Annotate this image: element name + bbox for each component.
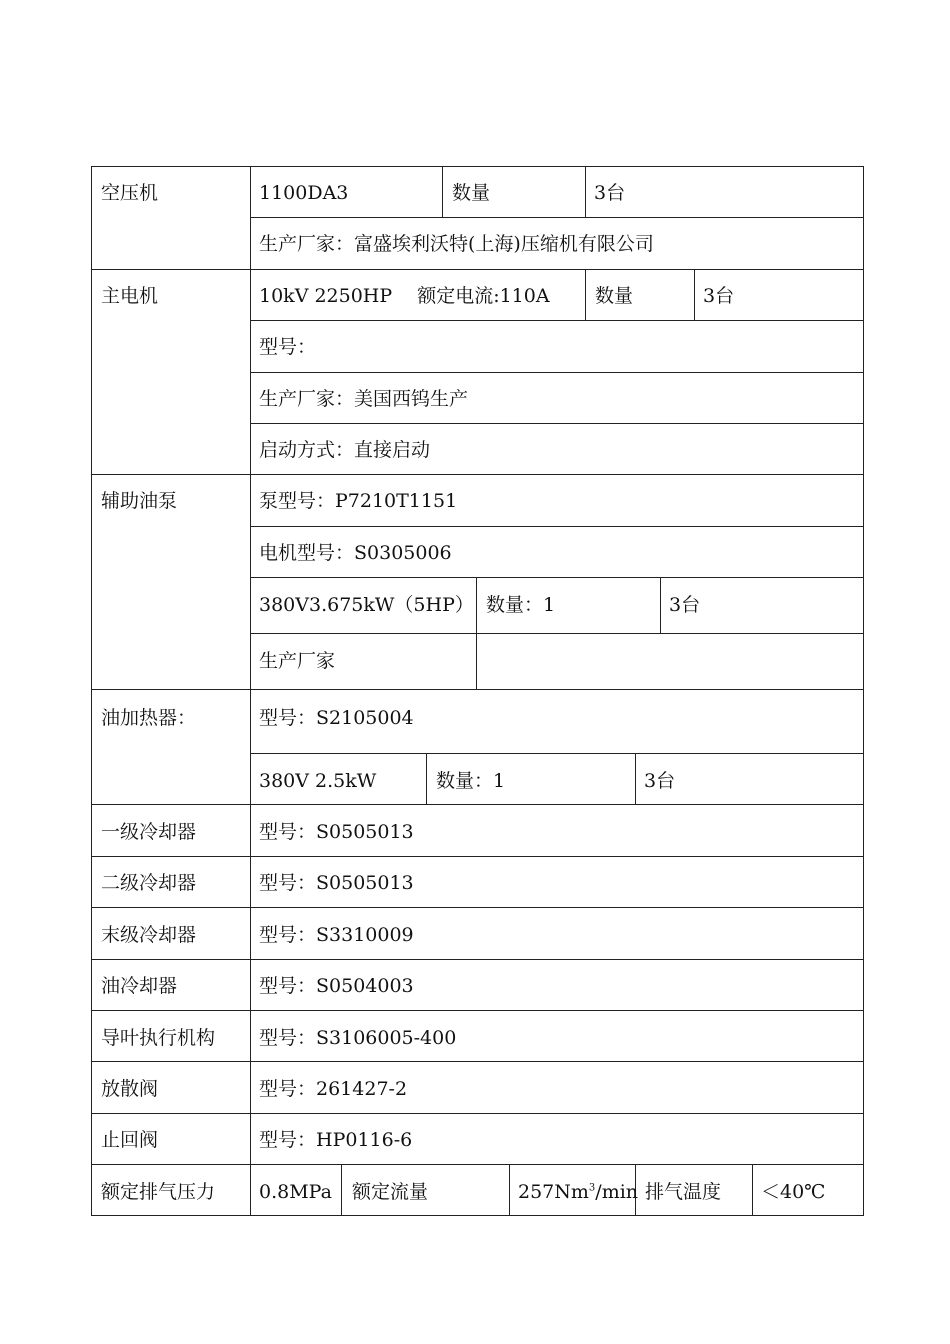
air-compressor-label: 空压机 [101,182,159,204]
component-label: 导叶执行机构 [101,1027,216,1049]
discharge-temp-label: 排气温度 [645,1181,722,1203]
main-motor-spec: 10kV 2250HP 额定电流:110A [259,285,550,307]
oil-heater-power: 380V 2.5kW [259,770,377,792]
component-model: 型号：S3106005-400 [259,1027,457,1049]
component-model: 型号：S0505013 [259,872,414,894]
oil-heater-model: 型号：S2105004 [259,707,414,729]
component-label: 止回阀 [101,1129,159,1151]
component-model: 型号：261427-2 [259,1078,408,1100]
component-label: 二级冷却器 [101,872,197,894]
main-motor-qty: 3台 [703,285,735,307]
aux-oil-pump-power: 380V3.675kW（5HP） [259,594,474,616]
aux-oil-pump-motor-model: 电机型号：S0305006 [259,542,452,564]
aux-oil-pump-qty-label: 数量：1 [486,594,556,616]
component-model: 型号：HP0116-6 [259,1129,413,1151]
equipment-spec-table [91,166,864,1216]
rated-flow-value: 257Nm$^3$/min [518,1181,639,1203]
aux-oil-pump-manufacturer-label: 生产厂家 [259,650,336,672]
aux-oil-pump-model: 泵型号：P7210T1151 [259,490,458,512]
discharge-temp-value: ＜40℃ [761,1181,826,1203]
component-model: 型号：S0505013 [259,821,414,843]
air-compressor-manufacturer: 生产厂家：富盛埃利沃特(上海)压缩机有限公司 [259,233,654,255]
rated-flow-label: 额定流量 [352,1181,429,1203]
oil-heater-label: 油加热器： [101,707,197,729]
rated-pressure-value: 0.8MPa [259,1181,332,1203]
component-label: 放散阀 [101,1078,159,1100]
air-compressor-qty-label: 数量 [452,182,491,204]
component-model: 型号：S0504003 [259,975,414,997]
main-motor-label: 主电机 [101,285,159,307]
component-label: 油冷却器 [101,975,178,997]
air-compressor-model: 1100DA3 [259,182,349,204]
rated-pressure-label: 额定排气压力 [101,1181,216,1203]
aux-oil-pump-qty: 3台 [669,594,701,616]
aux-oil-pump-label: 辅助油泵 [101,490,178,512]
main-motor-qty-label: 数量 [595,285,634,307]
air-compressor-qty: 3台 [594,182,626,204]
main-motor-model: 型号： [259,336,317,358]
oil-heater-qty-label: 数量：1 [436,770,506,792]
component-label: 一级冷却器 [101,821,197,843]
main-motor-start-mode: 启动方式：直接启动 [259,439,431,461]
component-model: 型号：S3310009 [259,924,414,946]
oil-heater-qty: 3台 [644,770,676,792]
component-label: 末级冷却器 [101,924,197,946]
main-motor-manufacturer: 生产厂家：美国西钨生产 [259,388,469,410]
